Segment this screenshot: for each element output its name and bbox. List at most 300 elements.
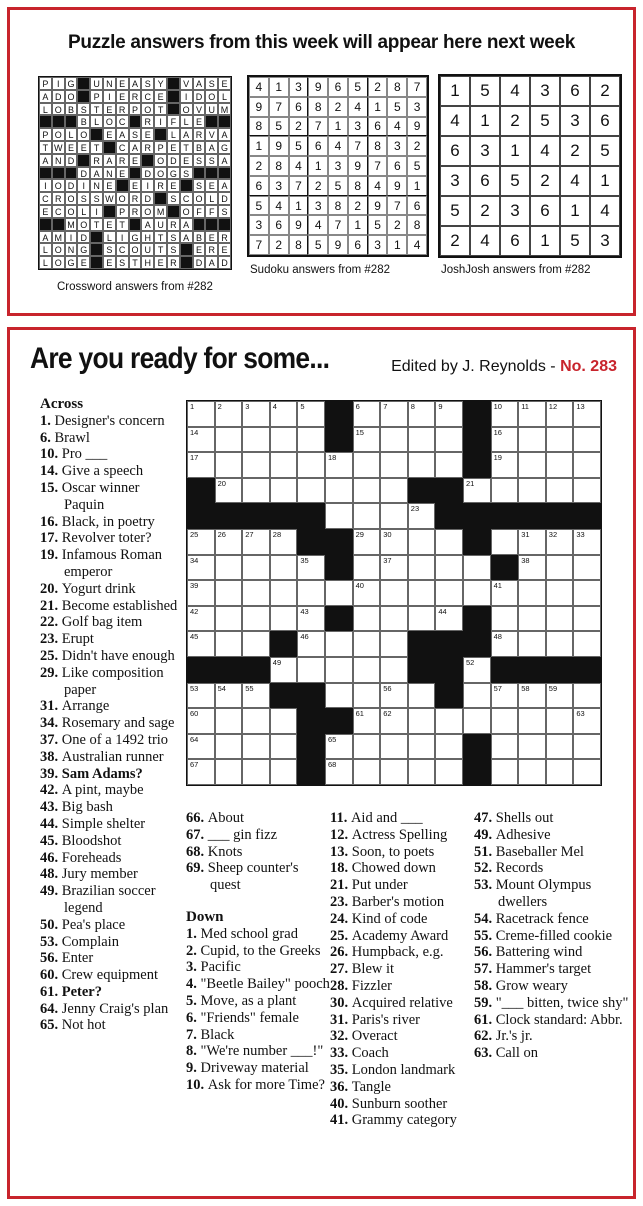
grid-cell[interactable] xyxy=(215,452,243,478)
grid-cell[interactable] xyxy=(297,580,325,606)
answer-cell: L xyxy=(103,231,116,244)
grid-cell[interactable] xyxy=(215,759,243,785)
grid-cell[interactable] xyxy=(187,734,215,760)
clue-number-label: 31. xyxy=(40,698,62,715)
grid-cell[interactable] xyxy=(573,606,601,632)
answer-cell xyxy=(65,167,78,180)
grid-cell[interactable] xyxy=(435,734,463,760)
grid-cell[interactable] xyxy=(380,503,408,529)
grid-cell[interactable] xyxy=(215,427,243,453)
grid-cell[interactable] xyxy=(353,503,381,529)
grid-cell[interactable] xyxy=(491,401,519,427)
grid-cell[interactable] xyxy=(187,580,215,606)
clue-number-label: 61. xyxy=(474,1011,496,1028)
grid-cell[interactable] xyxy=(242,427,270,453)
answer-cell: R xyxy=(52,192,65,205)
grid-cell[interactable] xyxy=(187,401,215,427)
black-square xyxy=(435,478,463,504)
answer-cell: O xyxy=(77,128,90,141)
sudoku-cell: 4 xyxy=(387,117,407,137)
grid-cell[interactable] xyxy=(187,452,215,478)
grid-cell[interactable] xyxy=(353,478,381,504)
answer-cell xyxy=(39,167,52,180)
sudoku-answers-grid xyxy=(247,75,429,257)
clue-number: 65 xyxy=(328,734,337,744)
grid-cell[interactable] xyxy=(215,478,243,504)
grid-cell[interactable] xyxy=(491,606,519,632)
grid-cell[interactable] xyxy=(518,427,546,453)
sudoku-cell: 5 xyxy=(269,117,289,137)
clue-number-label: 53. xyxy=(474,877,496,894)
grid-cell[interactable] xyxy=(491,759,519,785)
grid-cell[interactable] xyxy=(408,452,436,478)
answer-cell: W xyxy=(103,192,116,205)
answer-cell: O xyxy=(129,243,142,256)
grid-cell[interactable] xyxy=(215,606,243,632)
answer-cell: N xyxy=(65,243,78,256)
joshjosh-cell: 2 xyxy=(440,226,470,256)
grid-cell[interactable] xyxy=(353,427,381,453)
grid-cell[interactable] xyxy=(491,580,519,606)
grid-cell[interactable] xyxy=(215,401,243,427)
grid-cell[interactable] xyxy=(270,478,298,504)
clue-text: Infamous Roman emperor xyxy=(61,547,163,580)
grid-cell[interactable] xyxy=(573,708,601,734)
answer-cell: E xyxy=(116,167,129,180)
grid-cell[interactable] xyxy=(380,529,408,555)
answer-cell: E xyxy=(103,218,116,231)
clue-number: 31 xyxy=(521,530,530,539)
sudoku-cell: 1 xyxy=(289,196,309,216)
sudoku-cell: 8 xyxy=(368,136,388,156)
grid-cell[interactable] xyxy=(242,708,270,734)
grid-cell[interactable] xyxy=(297,606,325,632)
clue-text: Shells out xyxy=(495,810,554,826)
clue-number-label: 17. xyxy=(40,530,62,547)
grid-cell[interactable] xyxy=(573,427,601,453)
answers-panel xyxy=(7,7,636,316)
down-heading: Down xyxy=(186,908,224,925)
clue-number: 28 xyxy=(272,530,282,539)
grid-cell[interactable] xyxy=(353,452,381,478)
grid-cell[interactable] xyxy=(491,478,519,504)
clue-number: 15 xyxy=(355,427,364,437)
answer-cell: E xyxy=(154,90,167,103)
grid-cell[interactable] xyxy=(242,683,270,709)
answer-cell: D xyxy=(77,167,90,180)
clue-number: 41 xyxy=(493,581,502,591)
grid-cell[interactable] xyxy=(242,452,270,478)
clue xyxy=(40,984,180,1001)
grid-cell[interactable] xyxy=(518,606,546,632)
grid-cell[interactable] xyxy=(518,580,546,606)
grid-cell[interactable] xyxy=(491,631,519,657)
edited-by xyxy=(391,358,617,376)
grid-cell[interactable] xyxy=(518,478,546,504)
answer-cell xyxy=(103,141,116,154)
grid-cell[interactable] xyxy=(187,427,215,453)
grid-cell[interactable] xyxy=(518,683,546,709)
grid-cell[interactable] xyxy=(215,529,243,555)
crossword-answers-caption: Crossword answers from #282 xyxy=(57,281,213,293)
clue-text: A pint, maybe xyxy=(61,782,144,799)
grid-cell[interactable] xyxy=(242,580,270,606)
grid-cell[interactable] xyxy=(435,708,463,734)
grid-cell[interactable] xyxy=(573,478,601,504)
grid-cell[interactable] xyxy=(353,580,381,606)
answer-cell: D xyxy=(141,192,154,205)
grid-cell[interactable] xyxy=(380,606,408,632)
grid-cell[interactable] xyxy=(380,683,408,709)
grid-cell[interactable] xyxy=(546,401,574,427)
clue xyxy=(474,911,629,928)
clue-number-label: 23. xyxy=(40,631,62,648)
grid-cell[interactable] xyxy=(435,529,463,555)
clue-number-label: 52. xyxy=(474,860,496,877)
grid-cell[interactable] xyxy=(353,401,381,427)
joshjosh-cell: 6 xyxy=(470,166,500,196)
grid-cell[interactable] xyxy=(546,529,574,555)
grid-cell[interactable] xyxy=(242,478,270,504)
answer-cell xyxy=(167,90,180,103)
grid-cell[interactable] xyxy=(573,555,601,581)
grid-cell[interactable] xyxy=(408,503,436,529)
grid-cell[interactable] xyxy=(380,631,408,657)
grid-cell[interactable] xyxy=(215,555,243,581)
grid-cell[interactable] xyxy=(546,734,574,760)
grid-cell[interactable] xyxy=(380,708,408,734)
answer-cell: O xyxy=(141,103,154,116)
grid-cell[interactable] xyxy=(353,657,381,683)
grid-cell[interactable] xyxy=(353,759,381,785)
grid-cell[interactable] xyxy=(270,734,298,760)
joshjosh-cell: 1 xyxy=(530,226,560,256)
grid-cell[interactable] xyxy=(573,529,601,555)
grid-cell[interactable] xyxy=(270,401,298,427)
grid-cell[interactable] xyxy=(463,478,491,504)
grid-cell[interactable] xyxy=(463,555,491,581)
grid-cell[interactable] xyxy=(380,580,408,606)
grid-cell[interactable] xyxy=(353,606,381,632)
grid-cell[interactable] xyxy=(546,631,574,657)
grid-cell[interactable] xyxy=(546,759,574,785)
grid-cell[interactable] xyxy=(215,631,243,657)
grid-cell[interactable] xyxy=(380,452,408,478)
grid-cell[interactable] xyxy=(270,452,298,478)
grid-cell[interactable] xyxy=(187,606,215,632)
clue xyxy=(186,810,331,827)
grid-cell[interactable] xyxy=(242,631,270,657)
clue-number-label: 39. xyxy=(40,765,62,782)
grid-cell[interactable] xyxy=(242,555,270,581)
grid-cell[interactable] xyxy=(297,478,325,504)
grid-cell[interactable] xyxy=(380,478,408,504)
clue xyxy=(40,833,180,850)
clue xyxy=(330,1112,475,1129)
sudoku-cell: 8 xyxy=(269,156,289,176)
grid-cell[interactable] xyxy=(573,580,601,606)
sudoku-cell: 2 xyxy=(348,196,368,216)
grid-cell[interactable] xyxy=(408,759,436,785)
grid-cell[interactable] xyxy=(546,478,574,504)
grid-cell[interactable] xyxy=(408,683,436,709)
grid-cell[interactable] xyxy=(463,708,491,734)
grid-cell[interactable] xyxy=(325,759,353,785)
answer-cell: R xyxy=(116,103,129,116)
grid-cell[interactable] xyxy=(518,529,546,555)
clue-number-label: 14. xyxy=(40,463,62,480)
grid-cell[interactable] xyxy=(380,427,408,453)
grid-cell[interactable] xyxy=(297,401,325,427)
clue-number-label: 51. xyxy=(474,843,496,860)
grid-cell[interactable] xyxy=(408,580,436,606)
grid-cell[interactable] xyxy=(270,759,298,785)
clue-number: 33 xyxy=(576,530,585,539)
grid-cell[interactable] xyxy=(242,759,270,785)
grid-cell[interactable] xyxy=(435,759,463,785)
answer-cell xyxy=(39,218,52,231)
answer-cell: R xyxy=(154,179,167,192)
grid-cell[interactable] xyxy=(435,401,463,427)
joshjosh-cell: 1 xyxy=(560,196,590,226)
black-square xyxy=(573,657,601,683)
answer-cell: H xyxy=(141,231,154,244)
clue-number-label: 54. xyxy=(474,910,496,927)
grid-cell[interactable] xyxy=(491,452,519,478)
grid-cell[interactable] xyxy=(408,734,436,760)
grid-cell[interactable] xyxy=(270,708,298,734)
clue-text: Grow weary xyxy=(495,977,568,994)
grid-cell[interactable] xyxy=(353,734,381,760)
clue xyxy=(186,1027,331,1044)
grid-cell[interactable] xyxy=(325,580,353,606)
answer-cell: A xyxy=(39,154,52,167)
grid-cell[interactable] xyxy=(187,683,215,709)
grid-cell[interactable] xyxy=(408,708,436,734)
grid-cell[interactable] xyxy=(187,631,215,657)
answer-cell xyxy=(39,115,52,128)
sudoku-cell: 7 xyxy=(348,136,368,156)
answer-cell: L xyxy=(90,115,103,128)
grid-cell[interactable] xyxy=(297,452,325,478)
sudoku-cell: 7 xyxy=(368,156,388,176)
grid-cell[interactable] xyxy=(270,580,298,606)
grid-cell[interactable] xyxy=(435,580,463,606)
grid-cell[interactable] xyxy=(297,657,325,683)
grid-cell[interactable] xyxy=(435,606,463,632)
clue-number: 34 xyxy=(190,555,199,565)
grid-cell[interactable] xyxy=(463,683,491,709)
grid-cell[interactable] xyxy=(242,606,270,632)
grid-cell[interactable] xyxy=(187,759,215,785)
grid-cell[interactable] xyxy=(573,631,601,657)
clue-number: 9 xyxy=(438,402,443,411)
grid-cell[interactable] xyxy=(546,580,574,606)
grid-cell[interactable] xyxy=(435,452,463,478)
sudoku-cell: 2 xyxy=(249,156,269,176)
clue-number-label: 24. xyxy=(330,910,352,927)
grid-cell[interactable] xyxy=(380,401,408,427)
grid-cell[interactable] xyxy=(325,452,353,478)
grid-cell[interactable] xyxy=(491,734,519,760)
clue xyxy=(40,715,180,732)
grid-cell[interactable] xyxy=(325,503,353,529)
sudoku-cell: 3 xyxy=(368,235,388,255)
grid-cell[interactable] xyxy=(573,452,601,478)
grid-cell[interactable] xyxy=(491,427,519,453)
clue-number-label: 22. xyxy=(40,614,62,631)
clue-column-3 xyxy=(330,810,475,1129)
grid-cell[interactable] xyxy=(573,759,601,785)
grid-cell[interactable] xyxy=(215,734,243,760)
answer-cell xyxy=(129,167,142,180)
clue-number: 23 xyxy=(410,504,420,514)
black-square xyxy=(491,555,519,581)
grid-cell[interactable] xyxy=(380,657,408,683)
answer-cell: E xyxy=(65,141,78,154)
grid-cell[interactable] xyxy=(270,529,298,555)
answer-cell: R xyxy=(205,243,218,256)
clue-number: 45 xyxy=(190,632,199,642)
grid-cell[interactable] xyxy=(270,555,298,581)
black-square xyxy=(242,657,270,683)
clue-text: Records xyxy=(495,860,544,877)
answer-cell: U xyxy=(205,103,218,116)
answer-cell: C xyxy=(141,90,154,103)
grid-cell[interactable] xyxy=(518,708,546,734)
grid-cell[interactable] xyxy=(353,555,381,581)
joshjosh-cell: 4 xyxy=(530,136,560,166)
grid-cell[interactable] xyxy=(546,555,574,581)
grid-cell[interactable] xyxy=(546,427,574,453)
grid-cell[interactable] xyxy=(353,631,381,657)
clue-number-label: 31. xyxy=(330,1011,352,1028)
clue xyxy=(330,1028,475,1045)
grid-cell[interactable] xyxy=(325,631,353,657)
clue-number-label: 60. xyxy=(40,967,62,984)
grid-cell[interactable] xyxy=(325,734,353,760)
grid-cell[interactable] xyxy=(573,683,601,709)
grid-cell[interactable] xyxy=(518,555,546,581)
answer-cell: G xyxy=(218,141,231,154)
grid-cell[interactable] xyxy=(435,427,463,453)
grid-cell[interactable] xyxy=(215,708,243,734)
grid-cell[interactable] xyxy=(297,631,325,657)
grid-cell[interactable] xyxy=(297,555,325,581)
grid-cell[interactable] xyxy=(518,759,546,785)
answer-cell: T xyxy=(90,141,103,154)
clue-number-label: 21. xyxy=(330,877,352,894)
grid-cell[interactable] xyxy=(353,683,381,709)
clue-number: 10 xyxy=(493,402,502,411)
clue-text: Blew it xyxy=(351,961,395,978)
grid-cell[interactable] xyxy=(573,401,601,427)
answer-cell: A xyxy=(180,128,193,141)
grid-cell[interactable] xyxy=(325,657,353,683)
grid-cell[interactable] xyxy=(491,683,519,709)
grid-cell[interactable] xyxy=(187,708,215,734)
grid-cell[interactable] xyxy=(491,708,519,734)
grid-cell[interactable] xyxy=(215,580,243,606)
black-square xyxy=(463,734,491,760)
grid-cell[interactable] xyxy=(408,529,436,555)
grid-cell[interactable] xyxy=(325,683,353,709)
grid-cell[interactable] xyxy=(463,580,491,606)
clue xyxy=(40,430,180,447)
answer-cell: S xyxy=(167,231,180,244)
clue-number-label: 37. xyxy=(40,731,62,748)
clue-text: Yogurt drink xyxy=(61,580,136,597)
grid-cell[interactable] xyxy=(408,401,436,427)
grid-cell[interactable] xyxy=(297,427,325,453)
answer-cell xyxy=(129,115,142,128)
grid-cell[interactable] xyxy=(353,708,381,734)
black-square xyxy=(435,631,463,657)
grid-cell[interactable] xyxy=(380,555,408,581)
clue-text: Hammer's target xyxy=(495,961,592,978)
grid-cell[interactable] xyxy=(463,657,491,683)
grid-cell[interactable] xyxy=(242,401,270,427)
grid-cell[interactable] xyxy=(518,631,546,657)
clue xyxy=(330,1012,475,1029)
grid-cell[interactable] xyxy=(187,555,215,581)
grid-cell[interactable] xyxy=(215,683,243,709)
clue xyxy=(40,614,180,631)
crossword-grid[interactable] xyxy=(186,400,602,786)
answer-cell: M xyxy=(52,231,65,244)
grid-cell[interactable] xyxy=(546,452,574,478)
grid-cell[interactable] xyxy=(270,657,298,683)
sudoku-cell: 8 xyxy=(308,97,328,117)
grid-cell[interactable] xyxy=(546,708,574,734)
sudoku-cell: 1 xyxy=(308,156,328,176)
sudoku-cell: 3 xyxy=(249,215,269,235)
clue xyxy=(40,866,180,883)
down-clue-list xyxy=(186,926,331,1094)
grid-cell[interactable] xyxy=(270,427,298,453)
grid-cell[interactable] xyxy=(435,555,463,581)
joshjosh-cell: 3 xyxy=(590,226,620,256)
answer-cell: E xyxy=(129,154,142,167)
grid-cell[interactable] xyxy=(270,606,298,632)
grid-cell[interactable] xyxy=(187,529,215,555)
grid-cell[interactable] xyxy=(408,427,436,453)
joshjosh-cell: 6 xyxy=(530,196,560,226)
answer-cell: V xyxy=(180,77,193,90)
answer-cell xyxy=(129,218,142,231)
grid-cell[interactable] xyxy=(242,529,270,555)
grid-cell[interactable] xyxy=(573,734,601,760)
grid-cell[interactable] xyxy=(491,529,519,555)
grid-cell[interactable] xyxy=(380,734,408,760)
grid-cell[interactable] xyxy=(546,606,574,632)
grid-cell[interactable] xyxy=(380,759,408,785)
grid-cell[interactable] xyxy=(408,555,436,581)
grid-cell[interactable] xyxy=(518,452,546,478)
grid-cell[interactable] xyxy=(325,478,353,504)
grid-cell[interactable] xyxy=(242,734,270,760)
clue-number-label: 20. xyxy=(40,580,62,597)
grid-cell[interactable] xyxy=(518,401,546,427)
grid-cell[interactable] xyxy=(408,606,436,632)
grid-cell[interactable] xyxy=(518,734,546,760)
answer-cell: D xyxy=(65,179,78,192)
answer-cell: E xyxy=(129,179,142,192)
answer-cell: E xyxy=(77,141,90,154)
grid-cell[interactable] xyxy=(353,529,381,555)
grid-cell[interactable] xyxy=(546,683,574,709)
clue xyxy=(474,810,629,827)
